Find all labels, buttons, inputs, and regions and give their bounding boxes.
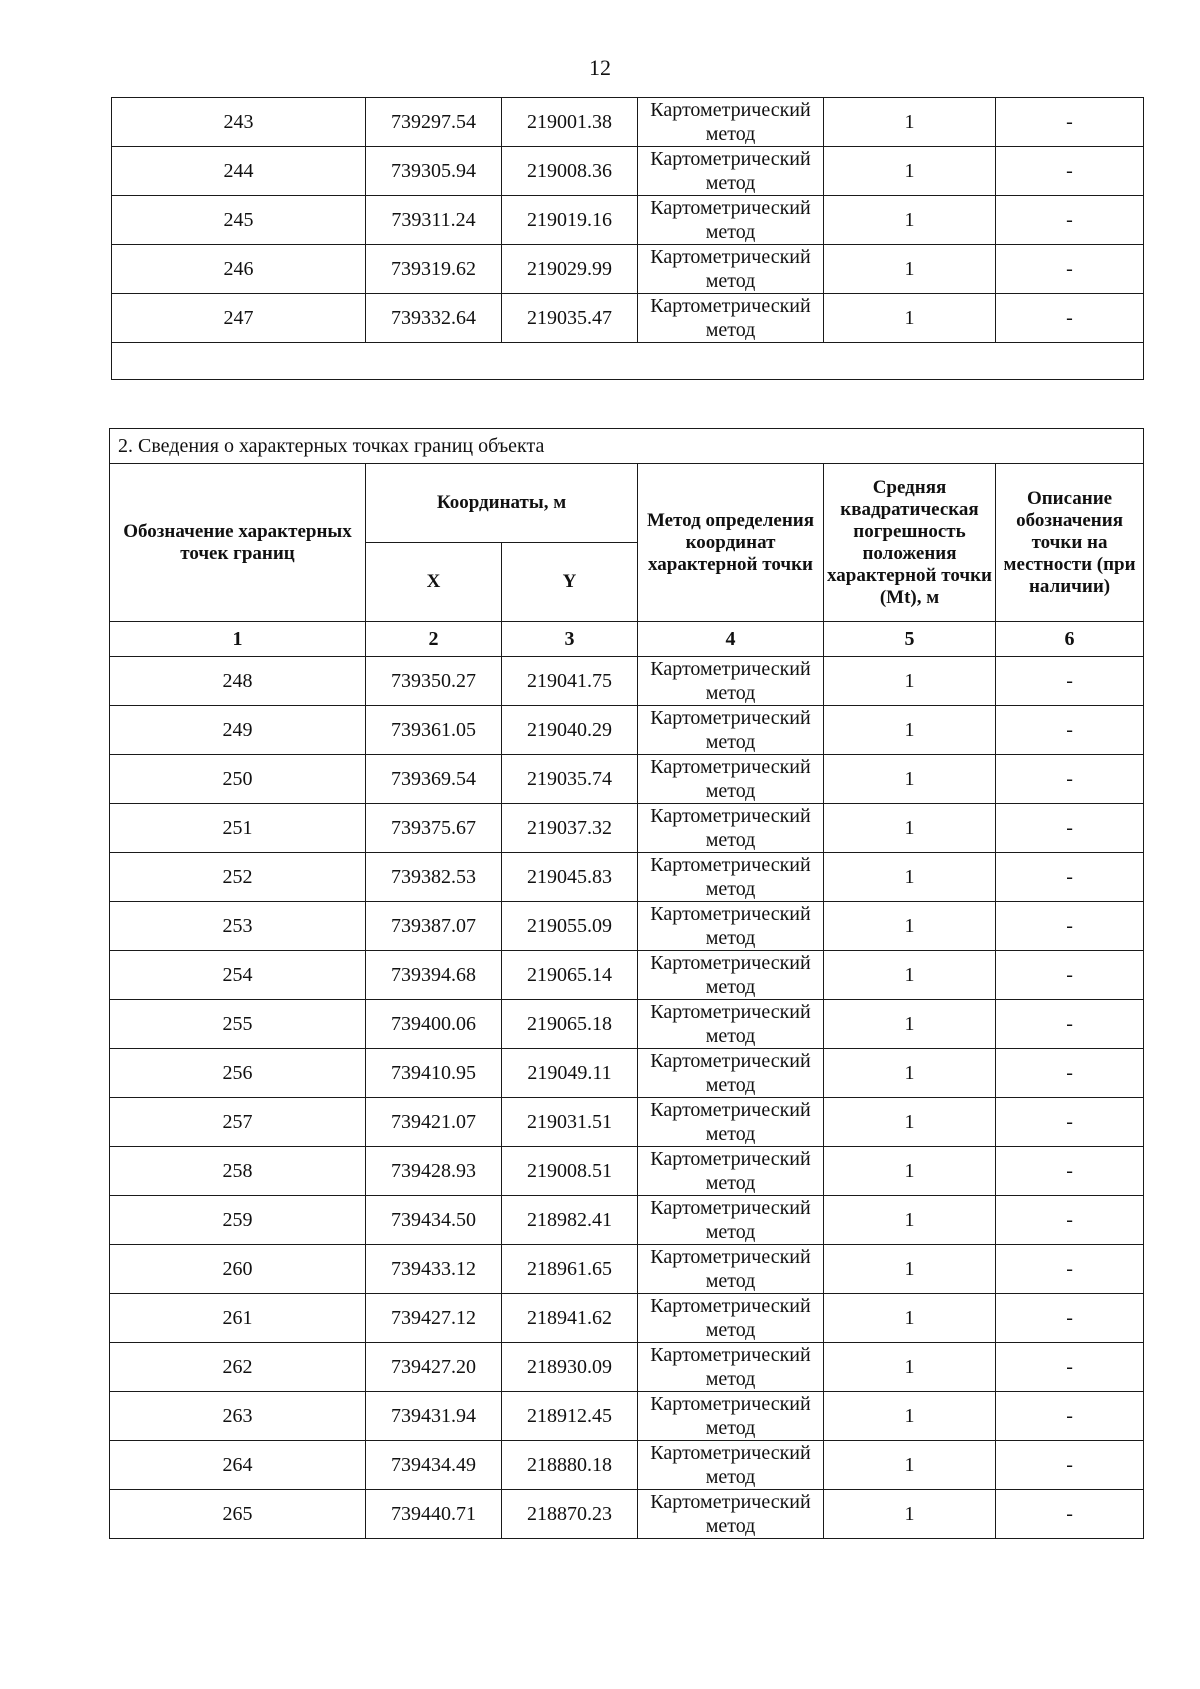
method-cell — [638, 147, 824, 196]
mean-error-cell: 1 — [824, 706, 996, 755]
table-row — [110, 1490, 1144, 1539]
table-row — [110, 951, 1144, 1000]
point-number-cell: 252 — [110, 853, 366, 902]
mean-error-cell: 1 — [824, 294, 996, 343]
mean-error-cell: 1 — [824, 196, 996, 245]
header-description: Описание обозначения точки на местности (при наличии) — [996, 464, 1144, 622]
method-cell — [638, 1098, 824, 1147]
method-line-1: Картометрический — [650, 1001, 811, 1023]
point-number-cell: 264 — [110, 1441, 366, 1490]
continuation-table — [111, 97, 1144, 380]
x-coordinate-cell: 739297.54 — [366, 98, 502, 147]
mean-error-cell: 1 — [824, 1294, 996, 1343]
header-x: X — [366, 543, 502, 622]
method-cell — [638, 196, 824, 245]
method-cell — [638, 245, 824, 294]
description-cell: - — [996, 1392, 1144, 1441]
method-line-2: метод — [705, 1221, 756, 1243]
header-coordinates: Координаты, м — [366, 464, 638, 543]
y-coordinate-cell: 219055.09 — [502, 902, 638, 951]
method-line-1: Картометрический — [650, 1099, 811, 1121]
mean-error-cell: 1 — [824, 1392, 996, 1441]
method-cell — [638, 951, 824, 1000]
description-cell: - — [996, 98, 1144, 147]
mean-error-cell: 1 — [824, 1441, 996, 1490]
description-cell: - — [996, 1196, 1144, 1245]
point-number-cell: 260 — [110, 1245, 366, 1294]
method-line-1: Картометрический — [650, 1393, 811, 1415]
mean-error-cell: 1 — [824, 1343, 996, 1392]
y-coordinate-cell: 219008.36 — [502, 147, 638, 196]
method-line-1: Картометрический — [650, 1246, 811, 1268]
point-number-cell: 257 — [110, 1098, 366, 1147]
point-number-cell: 248 — [110, 657, 366, 706]
y-coordinate-cell: 219049.11 — [502, 1049, 638, 1098]
method-line-1: Картометрический — [650, 854, 811, 876]
mean-error-cell: 1 — [824, 755, 996, 804]
description-cell: - — [996, 1147, 1144, 1196]
method-line-2: метод — [705, 221, 756, 243]
point-number-cell: 247 — [112, 294, 366, 343]
table-empty-cell — [112, 343, 1144, 380]
header-point-designation: Обозначение характерных точек границ — [110, 464, 366, 622]
y-coordinate-cell: 219065.14 — [502, 951, 638, 1000]
header-mean-error: Средняя квадратическая погрешность положения характерной точки (Mt), м — [824, 464, 996, 622]
description-cell: - — [996, 147, 1144, 196]
x-coordinate-cell: 739434.49 — [366, 1441, 502, 1490]
mean-error-cell: 1 — [824, 98, 996, 147]
point-number-cell: 255 — [110, 1000, 366, 1049]
method-cell — [638, 1049, 824, 1098]
table-row — [110, 1000, 1144, 1049]
point-number-cell: 258 — [110, 1147, 366, 1196]
mean-error-cell: 1 — [824, 804, 996, 853]
y-coordinate-cell: 219035.47 — [502, 294, 638, 343]
y-coordinate-cell: 218982.41 — [502, 1196, 638, 1245]
y-coordinate-cell: 218941.62 — [502, 1294, 638, 1343]
y-coordinate-cell: 219008.51 — [502, 1147, 638, 1196]
x-coordinate-cell: 739332.64 — [366, 294, 502, 343]
method-line-2: метод — [705, 123, 756, 145]
table-empty-row — [112, 343, 1144, 380]
y-coordinate-cell: 219019.16 — [502, 196, 638, 245]
method-cell — [638, 1490, 824, 1539]
y-coordinate-cell: 219037.32 — [502, 804, 638, 853]
method-line-1: Картометрический — [650, 295, 811, 317]
description-cell: - — [996, 902, 1144, 951]
point-number-cell: 244 — [112, 147, 366, 196]
method-line-1: Картометрический — [650, 952, 811, 974]
x-coordinate-cell: 739440.71 — [366, 1490, 502, 1539]
mean-error-cell: 1 — [824, 245, 996, 294]
method-line-2: метод — [705, 976, 756, 998]
table-row — [110, 902, 1144, 951]
table-row — [112, 294, 1144, 343]
description-cell: - — [996, 1245, 1144, 1294]
point-number-cell: 256 — [110, 1049, 366, 1098]
mean-error-cell: 1 — [824, 1490, 996, 1539]
x-coordinate-cell: 739350.27 — [366, 657, 502, 706]
y-coordinate-cell: 219045.83 — [502, 853, 638, 902]
method-line-1: Картометрический — [650, 1050, 811, 1072]
description-cell: - — [996, 196, 1144, 245]
x-coordinate-cell: 739421.07 — [366, 1098, 502, 1147]
mean-error-cell: 1 — [824, 1049, 996, 1098]
point-number-cell: 261 — [110, 1294, 366, 1343]
mean-error-cell: 1 — [824, 1000, 996, 1049]
table-row — [110, 1049, 1144, 1098]
method-line-1: Картометрический — [650, 658, 811, 680]
method-line-2: метод — [705, 878, 756, 900]
mean-error-cell: 1 — [824, 147, 996, 196]
table-row — [112, 147, 1144, 196]
method-cell — [638, 294, 824, 343]
method-line-2: метод — [705, 780, 756, 802]
y-coordinate-cell: 219035.74 — [502, 755, 638, 804]
method-line-2: метод — [705, 1074, 756, 1096]
mean-error-cell: 1 — [824, 853, 996, 902]
description-cell: - — [996, 1049, 1144, 1098]
method-cell — [638, 1245, 824, 1294]
method-line-1: Картометрический — [650, 1148, 811, 1170]
point-number-cell: 245 — [112, 196, 366, 245]
point-number-cell: 265 — [110, 1490, 366, 1539]
x-coordinate-cell: 739311.24 — [366, 196, 502, 245]
method-line-1: Картометрический — [650, 707, 811, 729]
x-coordinate-cell: 739319.62 — [366, 245, 502, 294]
section-title: 2. Сведения о характерных точках границ объекта — [110, 429, 1144, 464]
y-coordinate-cell: 219041.75 — [502, 657, 638, 706]
method-line-1: Картометрический — [650, 246, 811, 268]
method-cell — [638, 98, 824, 147]
y-coordinate-cell: 219001.38 — [502, 98, 638, 147]
table-row — [110, 755, 1144, 804]
method-line-1: Картометрический — [650, 1197, 811, 1219]
table-row — [110, 657, 1144, 706]
description-cell: - — [996, 1343, 1144, 1392]
continuation-table-body — [112, 98, 1144, 380]
method-line-1: Картометрический — [650, 903, 811, 925]
x-coordinate-cell: 739400.06 — [366, 1000, 502, 1049]
description-cell: - — [996, 706, 1144, 755]
method-cell — [638, 1196, 824, 1245]
method-line-1: Картометрический — [650, 756, 811, 778]
y-coordinate-cell: 219029.99 — [502, 245, 638, 294]
boundary-points-table-body — [110, 657, 1144, 1539]
table-row — [110, 1245, 1144, 1294]
method-cell — [638, 1000, 824, 1049]
point-number-cell: 251 — [110, 804, 366, 853]
method-line-1: Картометрический — [650, 1491, 811, 1513]
description-cell: - — [996, 245, 1144, 294]
y-coordinate-cell: 218930.09 — [502, 1343, 638, 1392]
description-cell: - — [996, 853, 1144, 902]
method-line-2: метод — [705, 1319, 756, 1341]
mean-error-cell: 1 — [824, 1098, 996, 1147]
y-coordinate-cell: 218961.65 — [502, 1245, 638, 1294]
table-row — [110, 804, 1144, 853]
method-cell — [638, 1343, 824, 1392]
description-cell: - — [996, 1000, 1144, 1049]
column-number-row — [110, 622, 1144, 657]
description-cell: - — [996, 657, 1144, 706]
y-coordinate-cell: 219040.29 — [502, 706, 638, 755]
y-coordinate-cell: 218870.23 — [502, 1490, 638, 1539]
description-cell: - — [996, 1441, 1144, 1490]
method-cell — [638, 1441, 824, 1490]
table-row — [110, 853, 1144, 902]
method-cell — [638, 1294, 824, 1343]
table-row — [110, 1343, 1144, 1392]
method-line-1: Картометрический — [650, 1295, 811, 1317]
column-number: 4 — [638, 622, 824, 657]
column-number: 5 — [824, 622, 996, 657]
method-cell — [638, 902, 824, 951]
description-cell: - — [996, 1294, 1144, 1343]
description-cell: - — [996, 1490, 1144, 1539]
method-cell — [638, 657, 824, 706]
method-line-2: метод — [705, 927, 756, 949]
y-coordinate-cell: 219065.18 — [502, 1000, 638, 1049]
description-cell: - — [996, 1098, 1144, 1147]
method-line-1: Картометрический — [650, 1442, 811, 1464]
x-coordinate-cell: 739428.93 — [366, 1147, 502, 1196]
method-cell — [638, 706, 824, 755]
x-coordinate-cell: 739382.53 — [366, 853, 502, 902]
table-row — [110, 1098, 1144, 1147]
point-number-cell: 243 — [112, 98, 366, 147]
method-line-2: метод — [705, 1270, 756, 1292]
point-number-cell: 262 — [110, 1343, 366, 1392]
method-line-2: метод — [705, 270, 756, 292]
header-y: Y — [502, 543, 638, 622]
y-coordinate-cell: 218912.45 — [502, 1392, 638, 1441]
method-cell — [638, 853, 824, 902]
method-cell — [638, 755, 824, 804]
x-coordinate-cell: 739431.94 — [366, 1392, 502, 1441]
method-cell — [638, 804, 824, 853]
column-number: 2 — [366, 622, 502, 657]
method-line-2: метод — [705, 1417, 756, 1439]
y-coordinate-cell: 219031.51 — [502, 1098, 638, 1147]
table-row — [110, 1441, 1144, 1490]
x-coordinate-cell: 739410.95 — [366, 1049, 502, 1098]
mean-error-cell: 1 — [824, 951, 996, 1000]
page-number: 12 — [589, 55, 611, 80]
method-line-2: метод — [705, 1515, 756, 1537]
x-coordinate-cell: 739427.12 — [366, 1294, 502, 1343]
method-line-2: метод — [705, 1172, 756, 1194]
method-line-1: Картометрический — [650, 1344, 811, 1366]
table-row — [112, 245, 1144, 294]
table-row — [110, 1196, 1144, 1245]
method-line-2: метод — [705, 319, 756, 341]
point-number-cell: 253 — [110, 902, 366, 951]
method-line-2: метод — [705, 682, 756, 704]
table-row — [112, 98, 1144, 147]
table-row — [112, 196, 1144, 245]
x-coordinate-cell: 739369.54 — [366, 755, 502, 804]
column-number: 6 — [996, 622, 1144, 657]
x-coordinate-cell: 739305.94 — [366, 147, 502, 196]
method-line-1: Картометрический — [650, 148, 811, 170]
description-cell: - — [996, 755, 1144, 804]
x-coordinate-cell: 739394.68 — [366, 951, 502, 1000]
method-line-1: Картометрический — [650, 197, 811, 219]
point-number-cell: 259 — [110, 1196, 366, 1245]
boundary-points-table — [109, 428, 1144, 1539]
table-row — [110, 1392, 1144, 1441]
table-row — [110, 706, 1144, 755]
description-cell: - — [996, 951, 1144, 1000]
method-line-2: метод — [705, 1368, 756, 1390]
x-coordinate-cell: 739433.12 — [366, 1245, 502, 1294]
method-cell — [638, 1392, 824, 1441]
description-cell: - — [996, 294, 1144, 343]
mean-error-cell: 1 — [824, 1196, 996, 1245]
x-coordinate-cell: 739361.05 — [366, 706, 502, 755]
column-number: 1 — [110, 622, 366, 657]
x-coordinate-cell: 739387.07 — [366, 902, 502, 951]
x-coordinate-cell: 739427.20 — [366, 1343, 502, 1392]
method-line-2: метод — [705, 731, 756, 753]
point-number-cell: 254 — [110, 951, 366, 1000]
mean-error-cell: 1 — [824, 657, 996, 706]
method-line-1: Картометрический — [650, 99, 811, 121]
method-line-2: метод — [705, 1025, 756, 1047]
method-line-2: метод — [705, 172, 756, 194]
method-line-1: Картометрический — [650, 805, 811, 827]
mean-error-cell: 1 — [824, 902, 996, 951]
table-row — [110, 1294, 1144, 1343]
table-row — [110, 1147, 1144, 1196]
description-cell: - — [996, 804, 1144, 853]
method-cell — [638, 1147, 824, 1196]
x-coordinate-cell: 739375.67 — [366, 804, 502, 853]
point-number-cell: 250 — [110, 755, 366, 804]
header-method: Метод определения координат характерной точки — [638, 464, 824, 622]
mean-error-cell: 1 — [824, 1147, 996, 1196]
point-number-cell: 263 — [110, 1392, 366, 1441]
x-coordinate-cell: 739434.50 — [366, 1196, 502, 1245]
y-coordinate-cell: 218880.18 — [502, 1441, 638, 1490]
point-number-cell: 249 — [110, 706, 366, 755]
point-number-cell: 246 — [112, 245, 366, 294]
method-line-2: метод — [705, 829, 756, 851]
mean-error-cell: 1 — [824, 1245, 996, 1294]
method-line-2: метод — [705, 1123, 756, 1145]
method-line-2: метод — [705, 1466, 756, 1488]
column-number: 3 — [502, 622, 638, 657]
